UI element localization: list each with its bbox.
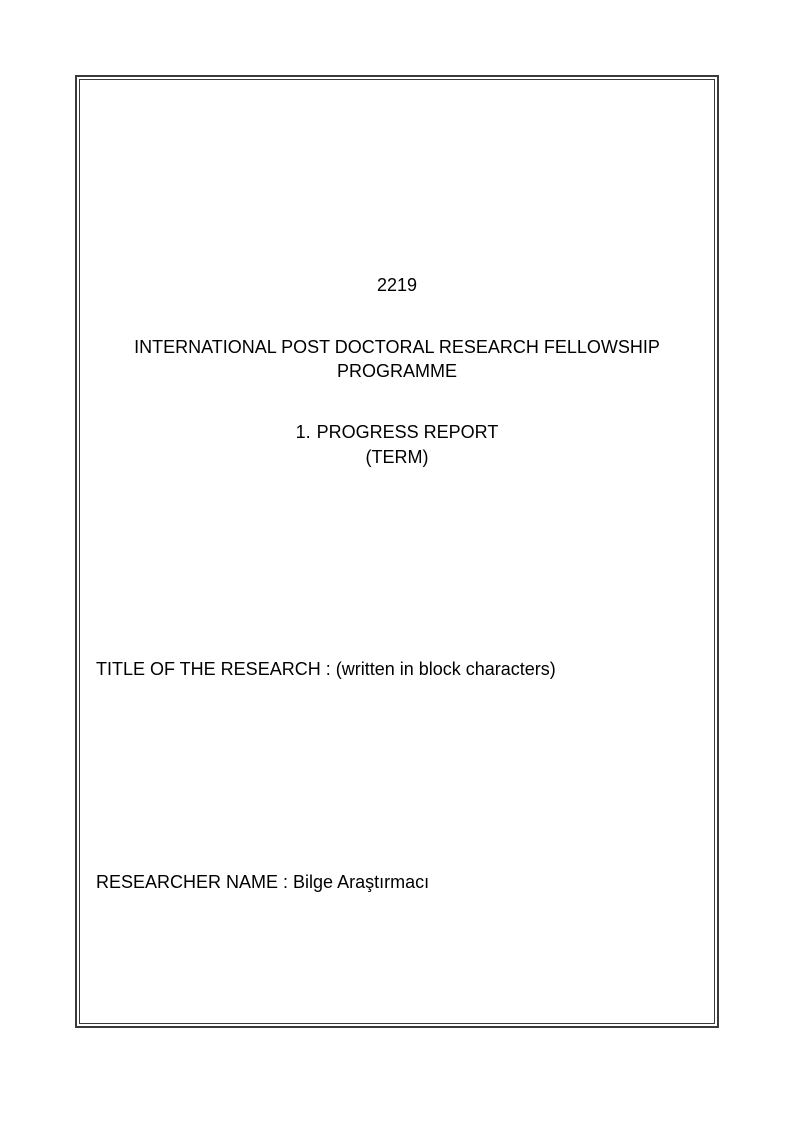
programme-code: 2219 [376,275,418,295]
research-title-label: TITLE OF THE RESEARCH : (written in block characters) [96,659,556,679]
programme-title-line-2: PROGRAMME [336,361,457,381]
researcher-name-label: RESEARCHER NAME : Bilge Araştırmacı [96,872,430,892]
programme-title-line-1: INTERNATIONAL POST DOCTORAL RESEARCH FELLOWSHIP [134,337,660,357]
report-term: (TERM) [365,447,429,467]
report-title-text: PROGRESS REPORT [316,422,499,442]
report-title [0,421,794,444]
report-number: 1. [295,422,311,442]
